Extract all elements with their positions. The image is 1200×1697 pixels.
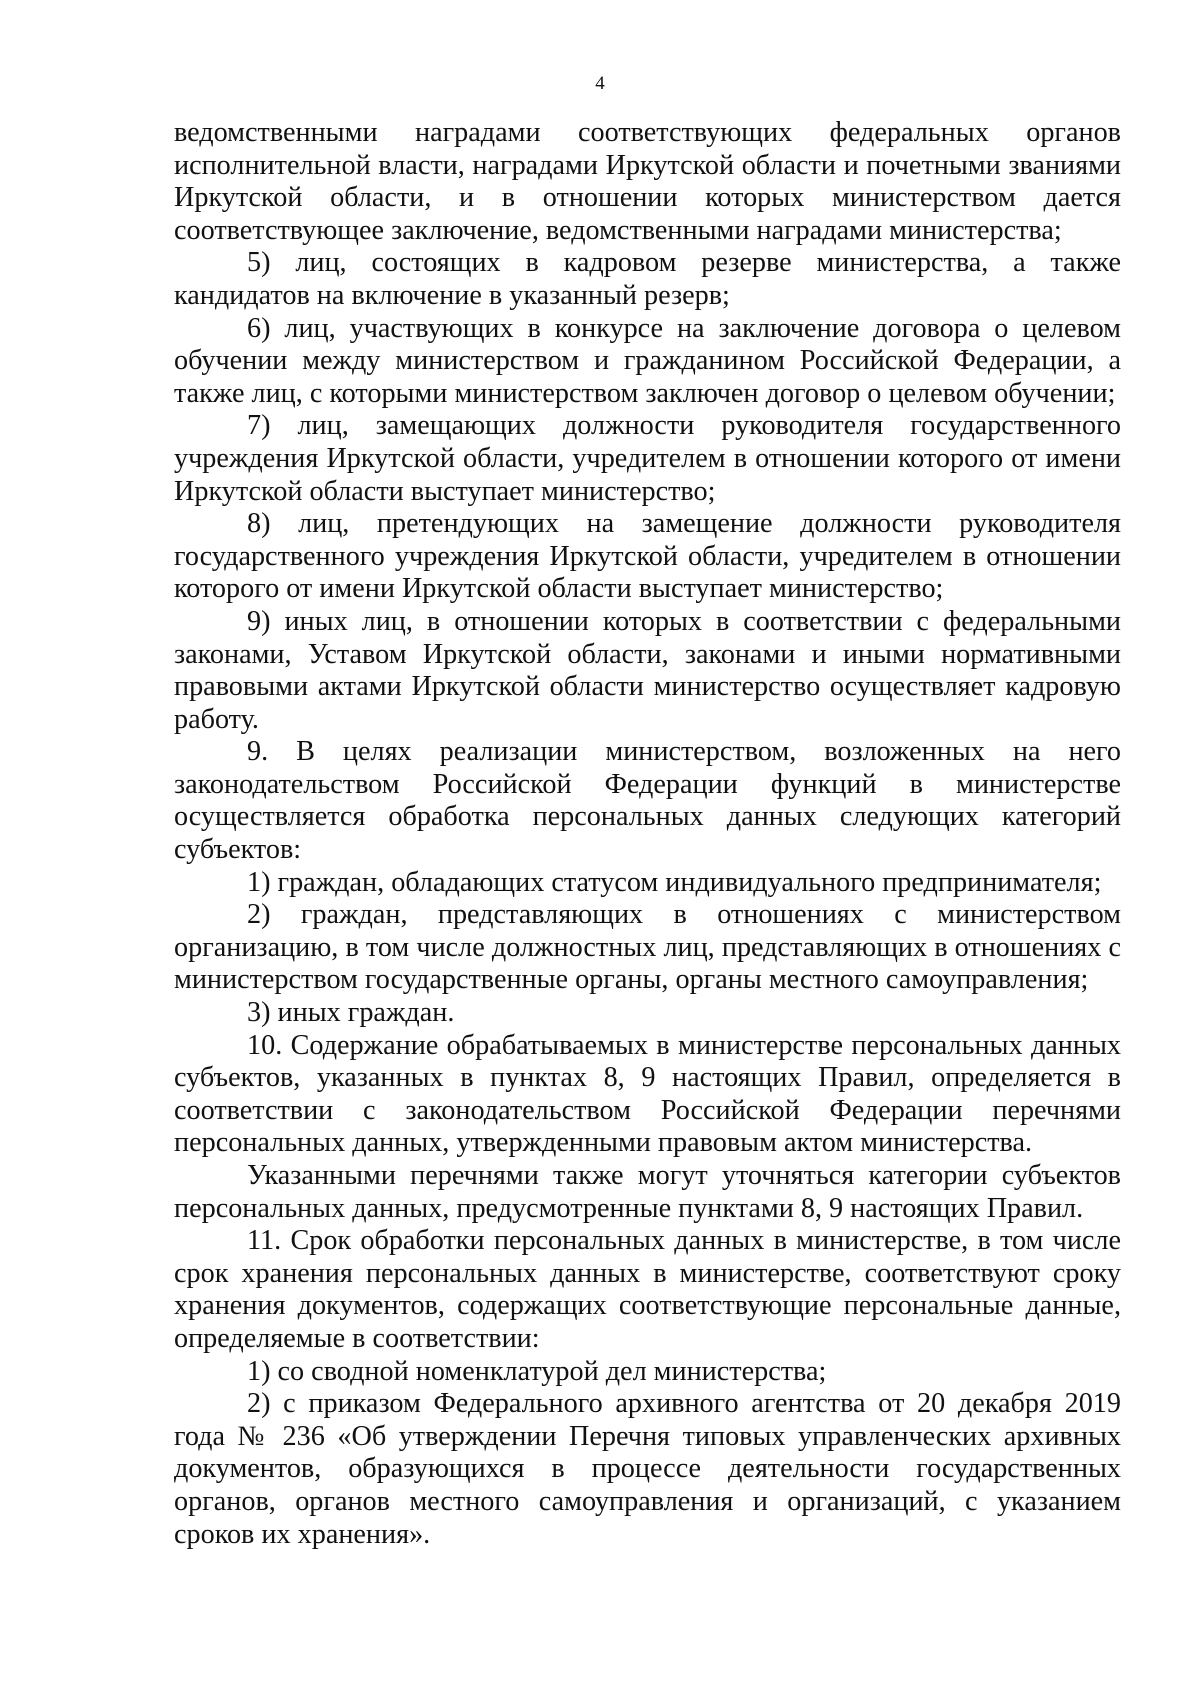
paragraph-clause-9-item-1: 1) граждан, обладающих статусом индивидуального предпринимателя; <box>247 866 1102 898</box>
document-body <box>174 117 1121 1551</box>
page-number: 4 <box>595 73 605 94</box>
paragraph-item-7: 7) лиц, замещающих должности руководителя государственного учреждения Иркутской области, учредителем в отношении которого от имени Иркутской области выступает министерство; <box>174 410 1121 507</box>
paragraph-continuation: ведомственными наградами соответствующих федеральных органов исполнительной власти, наградами Иркутской области и почетными званиями Иркутской области, и в отношении которых министерством дается соответствующее заключение, ведомственными наградами министерства; <box>174 117 1121 246</box>
paragraph-clause-10: 10. Содержание обрабатываемых в министерстве персональных данных субъектов, указанных в пунктах 8, 9 настоящих Правил, определяется в соответствии с законодательством Российской Федерации перечнями персональных данных, утвержденными правовым актом министерства. <box>174 1029 1121 1159</box>
paragraph-item-6: 6) лиц, участвующих в конкурсе на заключение договора о целевом обучении между министерством и гражданином Российской Федерации, а также лиц, с которыми министерством заключен договор о целевом обучении; <box>174 312 1121 409</box>
paragraph-clause-11-item-1: 1) со сводной номенклатурой дел министерства; <box>247 1355 827 1387</box>
paragraph-clause-10-note: Указанными перечнями также могут уточняться категории субъектов персональных данных, предусмотренные пунктами 8, 9 настоящих Правил. <box>174 1160 1121 1224</box>
paragraph-clause-11-item-2: 2) с приказом Федерального архивного агентства от 20 декабря 2019 года № 236 «Об утверждении Перечня типовых управленческих архивных документов, образующихся в процессе деятельности государственных органов, органов местного самоуправления и организаций, с указанием сроков их хранения». <box>174 1388 1121 1550</box>
paragraph-clause-9: 9. В целях реализации министерством, возложенных на него законодательством Российской Федерации функций в министерстве осуществляется обработка персональных данных следующих категорий субъектов: <box>174 736 1121 866</box>
paragraph-item-5: 5) лиц, состоящих в кадровом резерве министерства, а также кандидатов на включение в указанный резерв; <box>174 247 1121 311</box>
paragraph-clause-9-item-3: 3) иных граждан. <box>247 997 455 1029</box>
paragraph-clause-9-item-2: 2) граждан, представляющих в отношениях с министерством организацию, в том числе должностных лиц, представляющих в отношениях с министерством государственные органы, органы местного самоуправления; <box>174 899 1121 996</box>
paragraph-item-8: 8) лиц, претендующих на замещение должности руководителя государственного учреждения Иркутской области, учредителем в отношении которого от имени Иркутской области выступает министерство; <box>174 508 1121 605</box>
paragraph-item-9: 9) иных лиц, в отношении которых в соответствии с федеральными законами, Уставом Иркутской области, законами и иными нормативными правовыми актами Иркутской области министерство осуществляет кадровую работу. <box>174 605 1121 735</box>
paragraph-clause-11: 11. Срок обработки персональных данных в министерстве, в том числе срок хранения персональных данных в министерстве, соответствуют сроку хранения документов, содержащих соответствующие персональные данные, определяемые в соответствии: <box>174 1225 1121 1354</box>
